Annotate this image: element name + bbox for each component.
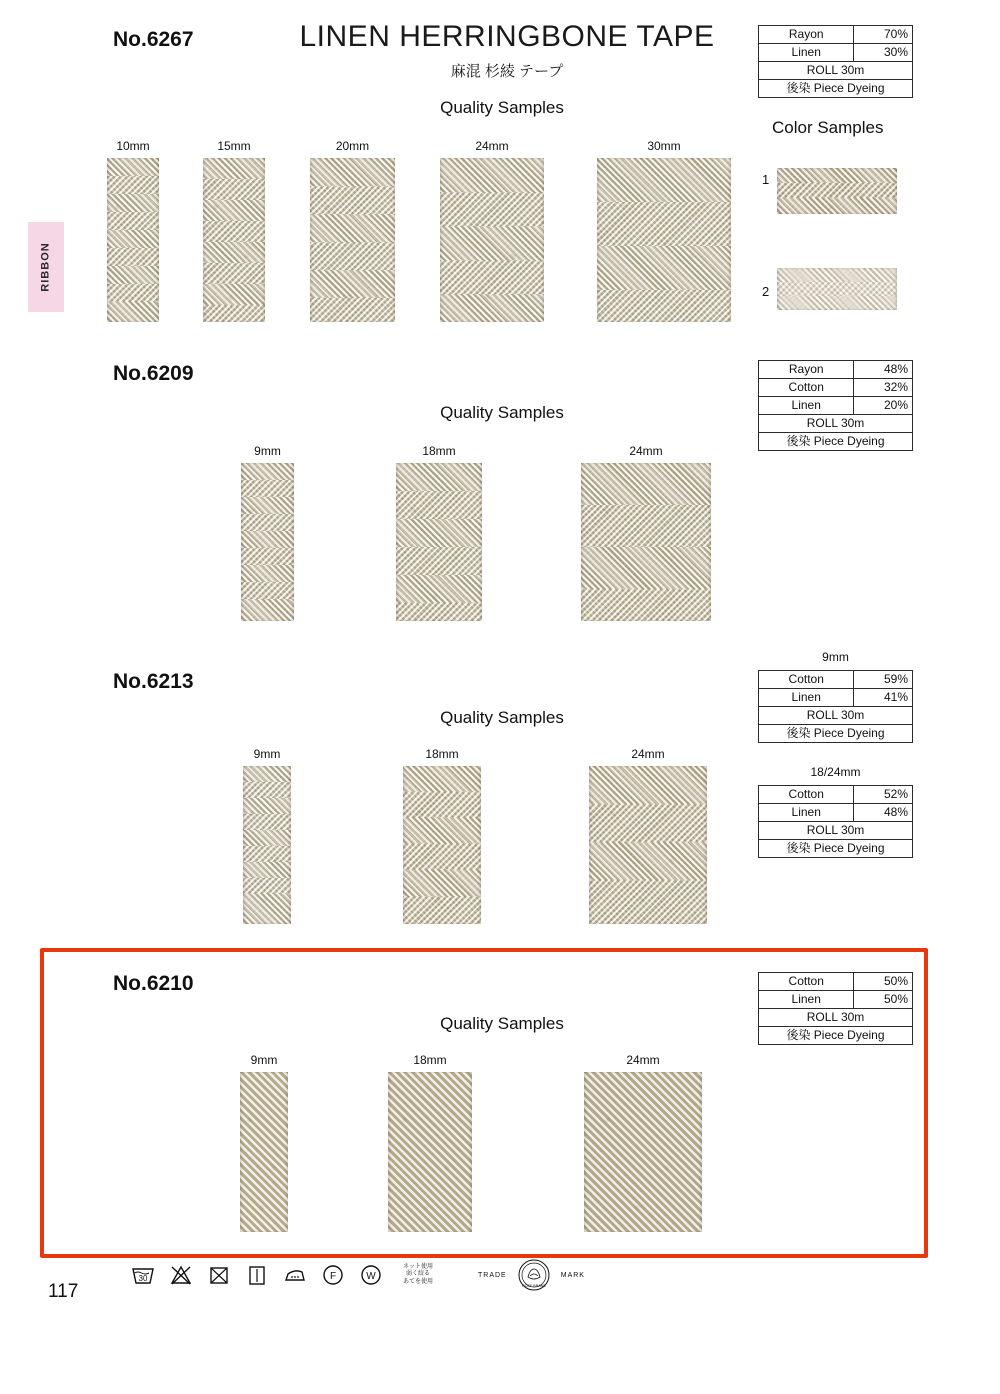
color-swatch-2 [777,268,897,310]
spec-roll: ROLL 30m [759,1009,913,1027]
spec-label: Linen [759,689,854,707]
section-number-0: No.6267 [113,28,194,51]
sample-width-label: 9mm [254,444,281,458]
spec-value: 20% [854,397,913,415]
tape-texture [396,463,482,621]
brand-mark-text: MARK [560,1271,585,1279]
tape-texture [310,158,395,322]
spec-value: 59% [854,671,913,689]
sample-width-label: 30mm [647,139,681,153]
sample-width-label: 24mm [626,1053,660,1067]
sample-width-label: 18mm [422,444,456,458]
spec-value: 30% [854,44,913,62]
tape-texture [777,268,897,310]
tape-texture [203,158,265,322]
svg-text:W: W [366,1271,376,1282]
rose-brand-logo-icon [511,1255,557,1295]
page-subtitle: 麻混 杉綾 テープ [450,63,564,80]
no-tumble-dry-icon [206,1262,232,1288]
sample-width-label: 18mm [425,747,459,761]
spec-label: Linen [759,804,854,822]
spec-value: 32% [854,379,913,397]
svg-text:F: F [329,1271,337,1282]
spec-value: 50% [854,973,913,991]
wash-30-icon [130,1262,156,1288]
sample-swatch [584,1053,702,1232]
color-swatch-1 [777,168,897,214]
side-tab-label: RIBBON [40,242,53,292]
section-number-2: No.6213 [113,670,194,693]
spec-label: Cotton [759,786,854,804]
spec-label: Cotton [759,671,854,689]
sample-swatch [581,444,711,621]
svg-text:30: 30 [138,1274,148,1283]
quality-samples-label-1: Quality Samples [440,403,564,422]
tape-texture [581,463,711,621]
spec-dyeing: 後染 Piece Dyeing [759,725,913,743]
spec-caption: 18/24mm [810,765,861,779]
sample-swatch [388,1053,472,1232]
spec-caption: 9mm [822,650,849,664]
sample-width-label: 15mm [217,139,251,153]
svg-text:ROSE BRAND: ROSE BRAND [521,1284,546,1288]
sample-width-label: 24mm [631,747,665,761]
sample-swatch [241,444,294,621]
quality-samples-label-2: Quality Samples [440,708,564,727]
spec-label: Linen [759,991,854,1009]
dryclean-f-icon [320,1262,346,1288]
tape-texture [241,463,294,621]
iron-low-icon [282,1262,308,1288]
tape-texture [440,158,544,322]
sample-swatch [403,747,481,924]
drip-dry-icon [244,1262,270,1288]
sample-width-label: 9mm [253,747,281,761]
spec-value: 70% [854,26,913,44]
spec-label: Linen [759,397,854,415]
sample-width-label: 18mm [413,1053,447,1067]
sample-swatch [589,747,707,924]
spec-label: Rayon [759,361,854,379]
care-symbols [130,1255,585,1295]
dryclean-w-icon [358,1262,384,1288]
sample-width-label: 20mm [335,139,370,153]
quality-samples-label-0: Quality Samples [440,98,564,117]
side-tab-ribbon [28,222,64,312]
tape-texture [243,766,291,924]
sample-width-label: 10mm [116,139,150,153]
spec-value: 41% [854,689,913,707]
spec-value: 50% [854,991,913,1009]
color-sample-number: 1 [762,172,770,187]
spec-roll: ROLL 30m [759,707,913,725]
spec-table-0-0 [758,25,913,98]
spec-table-2-1 [758,785,913,858]
sample-swatch [240,1053,288,1232]
spec-value: 48% [854,804,913,822]
spec-roll: ROLL 30m [759,62,913,80]
tape-texture [240,1072,288,1232]
sample-swatch [203,139,265,322]
sample-swatch [396,444,482,621]
spec-label: Rayon [759,26,854,44]
sample-swatch [597,139,731,322]
spec-table-1-0 [758,360,913,451]
sample-swatch [107,139,159,322]
sample-swatch [243,747,291,924]
brand-trade-text: TRADE [478,1271,507,1279]
spec-dyeing: 後染 Piece Dyeing [759,433,913,451]
sample-width-label: 24mm [629,444,663,458]
spec-table-2-0 [758,670,913,743]
spec-label: Cotton [759,973,854,991]
page-title: LINEN HERRINGBONE TAPE [299,20,715,53]
spec-roll: ROLL 30m [759,415,913,433]
sample-swatch [440,139,544,322]
spec-dyeing: 後染 Piece Dyeing [759,80,913,98]
section-number-3: No.6210 [113,972,194,995]
sample-width-label: 24mm [475,139,509,153]
tape-texture [107,158,159,322]
color-sample-number: 2 [762,284,770,299]
spec-label: Cotton [759,379,854,397]
tape-texture [597,158,731,322]
quality-samples-label-3: Quality Samples [440,1014,564,1033]
page-number: 117 [48,1281,79,1302]
spec-roll: ROLL 30m [759,822,913,840]
sample-swatch [310,139,395,322]
spec-dyeing: 後染 Piece Dyeing [759,840,913,858]
spec-value: 52% [854,786,913,804]
tape-texture [589,766,707,924]
spec-label: Linen [759,44,854,62]
spec-dyeing: 後染 Piece Dyeing [759,1027,913,1045]
care-note: ネット使用 弱く絞る あてを使用 [402,1263,433,1285]
tape-texture [584,1072,702,1232]
color-samples-title: Color Samples [772,118,884,137]
tape-texture [403,766,481,924]
no-chlorine-bleach-icon [168,1262,194,1288]
tape-texture [777,168,897,214]
spec-table-3-0 [758,972,913,1045]
brand-mark [478,1255,585,1295]
section-number-1: No.6209 [113,362,194,385]
sample-width-label: 9mm [250,1053,278,1067]
spec-value: 48% [854,361,913,379]
tape-texture [388,1072,472,1232]
